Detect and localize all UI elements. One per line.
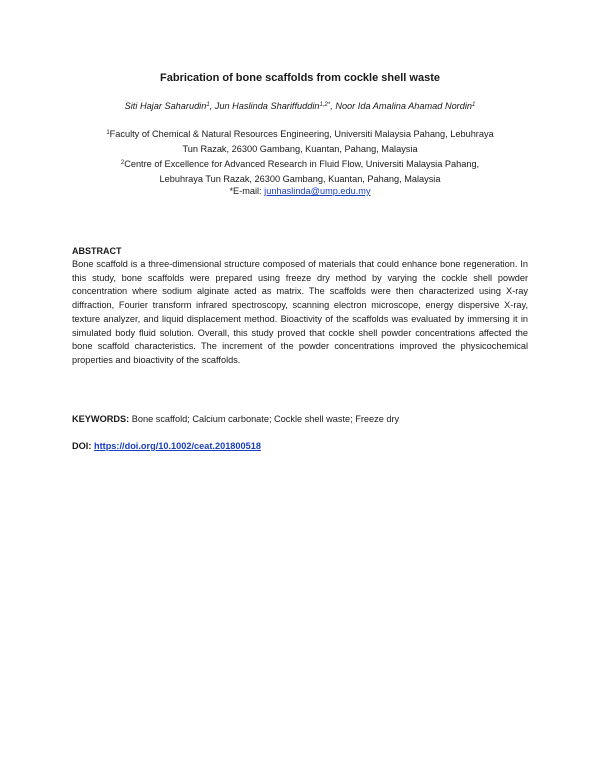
doi-link[interactable]: https://doi.org/10.1002/ceat.201800518 bbox=[93, 441, 261, 451]
keywords-label: KEYWORDS: bbox=[72, 414, 130, 424]
affiliation-line: Tun Razak, 26300 Gambang, Kuantan, Pahang, Malaysia bbox=[182, 144, 418, 154]
author-superscript: 1 bbox=[472, 102, 476, 108]
author-superscript: 1 bbox=[206, 102, 210, 108]
affiliation-2 bbox=[0, 156, 600, 187]
keywords-text: Bone scaffold; Calcium carbonate; Cockle shell waste; Freeze dry bbox=[131, 414, 400, 424]
affiliation-line: Lebuhraya Tun Razak, 26300 Gambang, Kuantan, Pahang, Malaysia bbox=[159, 174, 441, 184]
author-name: Noor Ida Amalina Ahamad Nordin bbox=[335, 101, 473, 111]
doi-line bbox=[72, 441, 528, 451]
abstract-heading: ABSTRACT bbox=[72, 246, 122, 256]
affiliation-line: Centre of Excellence for Advanced Research in Fluid Flow, Universiti Malaysia Pahang, bbox=[124, 159, 480, 169]
affiliation-superscript: 2 bbox=[120, 160, 125, 166]
paper-title: Fabrication of bone scaffolds from cockle shell waste bbox=[160, 72, 440, 84]
doi-label: DOI: bbox=[72, 441, 92, 451]
author-superscript: 1,2* bbox=[319, 102, 331, 108]
keywords-line bbox=[72, 414, 528, 424]
corresponding-email bbox=[0, 186, 600, 196]
affiliation-superscript: 1 bbox=[106, 130, 110, 136]
author-name: Jun Haslinda Shariffuddin bbox=[214, 101, 320, 111]
email-link[interactable]: junhaslinda@ump.edu.my bbox=[264, 186, 371, 196]
affiliation-line: Faculty of Chemical & Natural Resources Engineering, Universiti Malaysia Pahang, Lebuhraya bbox=[109, 129, 494, 139]
author-name: Siti Hajar Saharudin bbox=[124, 101, 207, 111]
affiliation-1 bbox=[0, 126, 600, 157]
author-list: Siti Hajar Saharudin$^1$, Jun Haslinda Shariffuddin$^{1,2*}$, Noor Ida Amalina Ahamad Nordin$^1$ bbox=[124, 101, 476, 111]
abstract-body: Bone scaffold is a three-dimensional structure composed of materials that could enhance bone regeneration. In this study, bone scaffolds were prepared using freeze dry method by varying the cockle shell powder concentration where sodium alginate acted as matrix. The scaffolds were then characterized using X-ray diffraction, Fourier transform infrared spectroscopy, scanning electron microscope, energy dispersive X-ray, texture analyzer, and liquid displacement method. Bioactivity of the scaffolds was evaluated by immersing it in simulated body fluid solution. Overall, this study proved that cockle shell powder concentrations affected the bone scaffold characteristics. The increment of the powder concentrations improved the physicochemical properties and bioactivity of the scaffolds. bbox=[72, 259, 528, 365]
email-label: *E-mail: bbox=[229, 186, 262, 196]
